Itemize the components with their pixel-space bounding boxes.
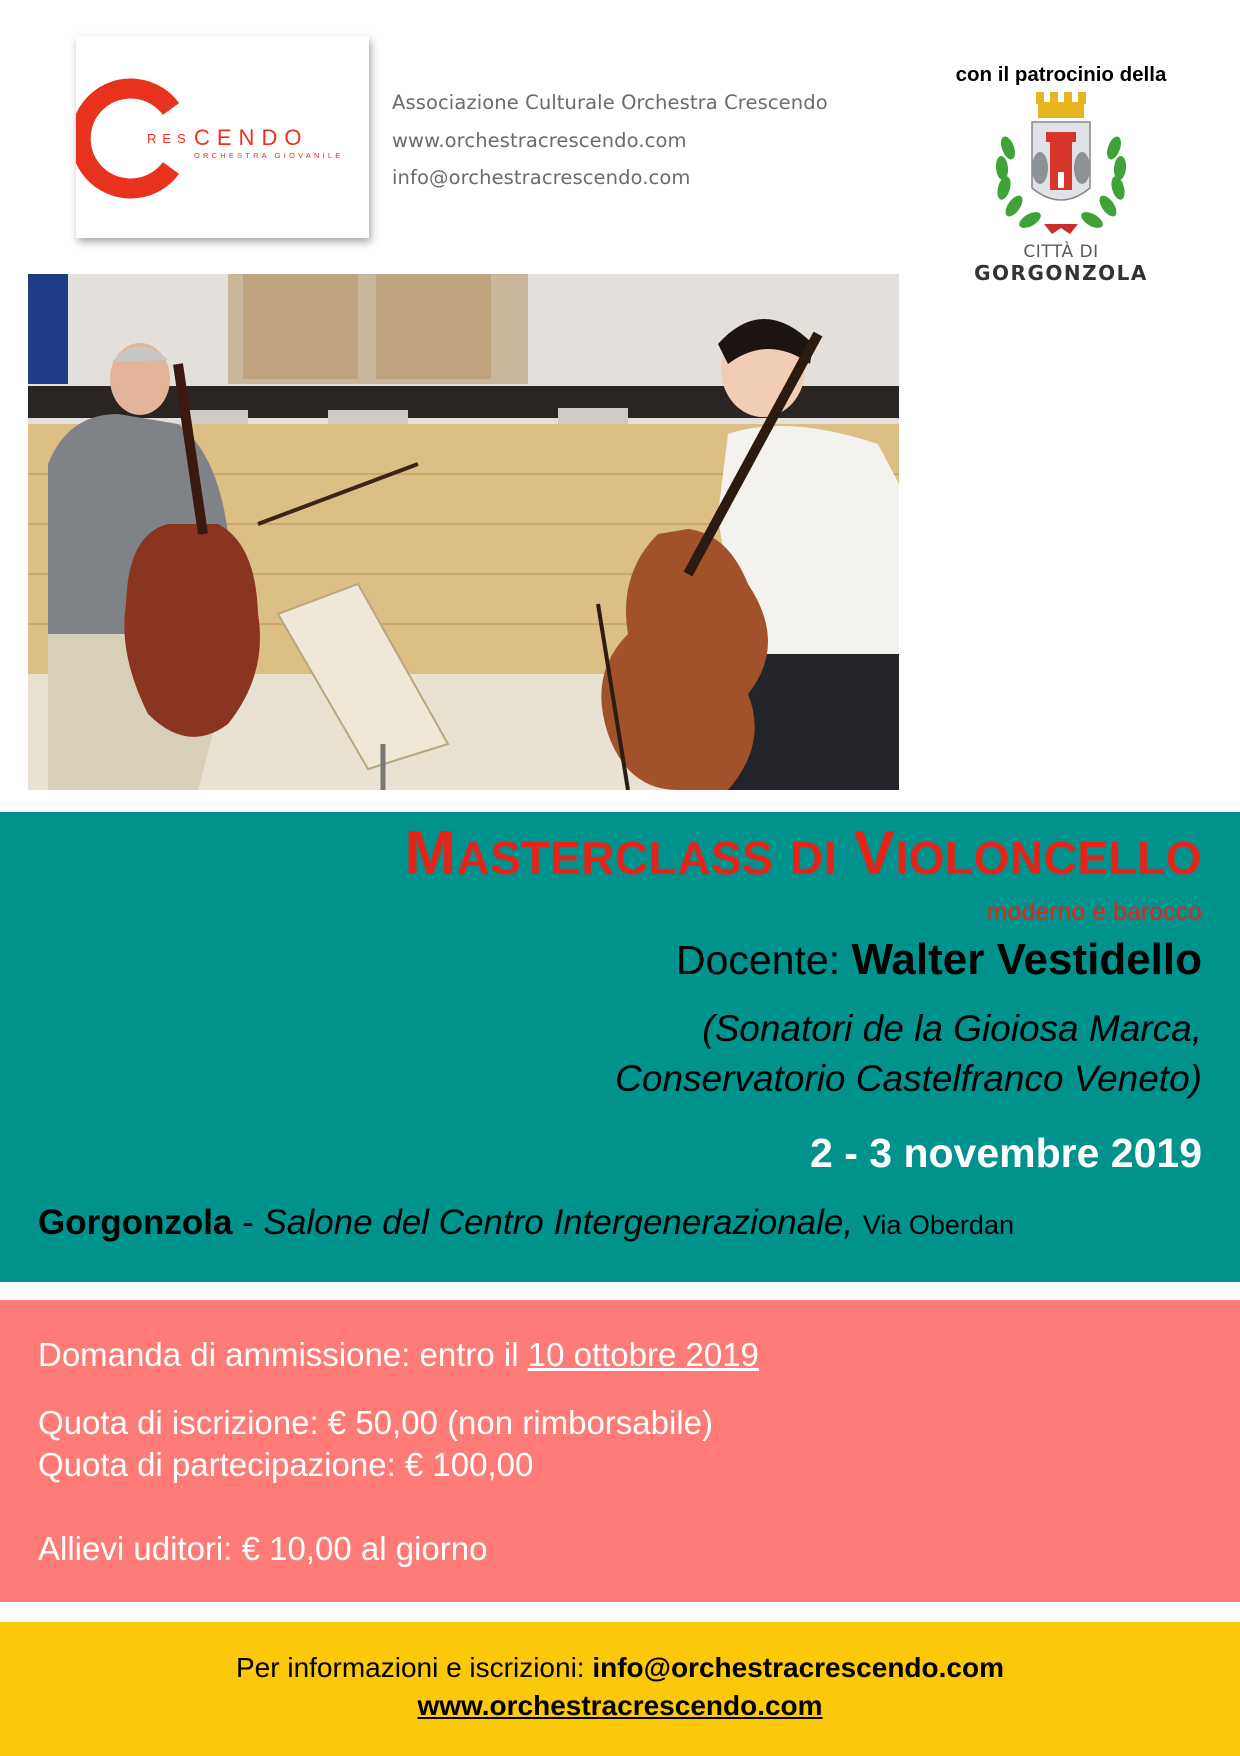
contact-label: Per informazioni e iscrizioni: (236, 1652, 593, 1683)
crescendo-logo (76, 36, 369, 238)
event-title-masterclass: ASTERCLASS (456, 832, 774, 884)
event-title-cap-v: V (853, 819, 896, 888)
event-subtitle: moderno e barocco (986, 898, 1202, 926)
affiliation-line-2: Conservatorio Castelfranco Veneto) (615, 1058, 1202, 1099)
deadline-label: Domanda di ammissione: entro il (38, 1336, 528, 1373)
contact-line (0, 1652, 1240, 1684)
auditor-fee: Allievi uditori: € 10,00 al giorno (38, 1530, 488, 1567)
logo-wordmark-left: RES (147, 131, 192, 146)
venue-hall: Salone del Centro Intergenerazionale, (263, 1203, 854, 1242)
city-name: GORGONZOLA (974, 261, 1148, 285)
contact-website[interactable]: www.orchestracrescendo.com (417, 1690, 823, 1721)
association-website[interactable]: www.orchestracrescendo.com (392, 128, 687, 152)
association-name: Associazione Culturale Orchestra Crescendo (392, 91, 828, 114)
gorgonzola-crest-icon (988, 88, 1134, 240)
teacher-name: Walter Vestidello (851, 935, 1202, 984)
cellists-photo (28, 274, 899, 790)
contact-email[interactable]: info@orchestracrescendo.com (592, 1652, 1004, 1683)
teacher-affiliation (615, 1004, 1202, 1104)
association-email[interactable]: info@orchestracrescendo.com (392, 166, 691, 189)
participation-fee: Quota di partecipazione: € 100,00 (38, 1446, 534, 1483)
teacher-line (676, 935, 1202, 985)
event-title-violoncello: IOLONCELLO (895, 832, 1202, 884)
venue-separator: - (232, 1203, 264, 1242)
logo-tagline: ORCHESTRA GIOVANILE (194, 151, 344, 160)
city-label-small: CITTÀ DI (1023, 242, 1099, 262)
event-title-di: DI (789, 832, 837, 884)
admission-deadline (38, 1336, 759, 1374)
registration-fee: Quota di iscrizione: € 50,00 (non rimborsabile) (38, 1404, 714, 1441)
patronage-label: con il patrocinio della (955, 63, 1167, 86)
deadline-date: 10 ottobre 2019 (527, 1336, 759, 1373)
contact-band (0, 1622, 1240, 1756)
event-title (404, 818, 1202, 889)
venue-city: Gorgonzola (38, 1203, 233, 1242)
event-title-cap-m: M (404, 819, 457, 888)
association-info (392, 84, 828, 197)
teacher-label: Docente: (676, 937, 841, 983)
logo-wordmark-right: CENDO (194, 125, 309, 150)
event-venue (38, 1203, 1014, 1243)
event-dates: 2 - 3 novembre 2019 (810, 1130, 1202, 1176)
venue-street: Via Oberdan (862, 1210, 1014, 1240)
affiliation-line-1: (Sonatori de la Gioiosa Marca, (702, 1008, 1202, 1049)
